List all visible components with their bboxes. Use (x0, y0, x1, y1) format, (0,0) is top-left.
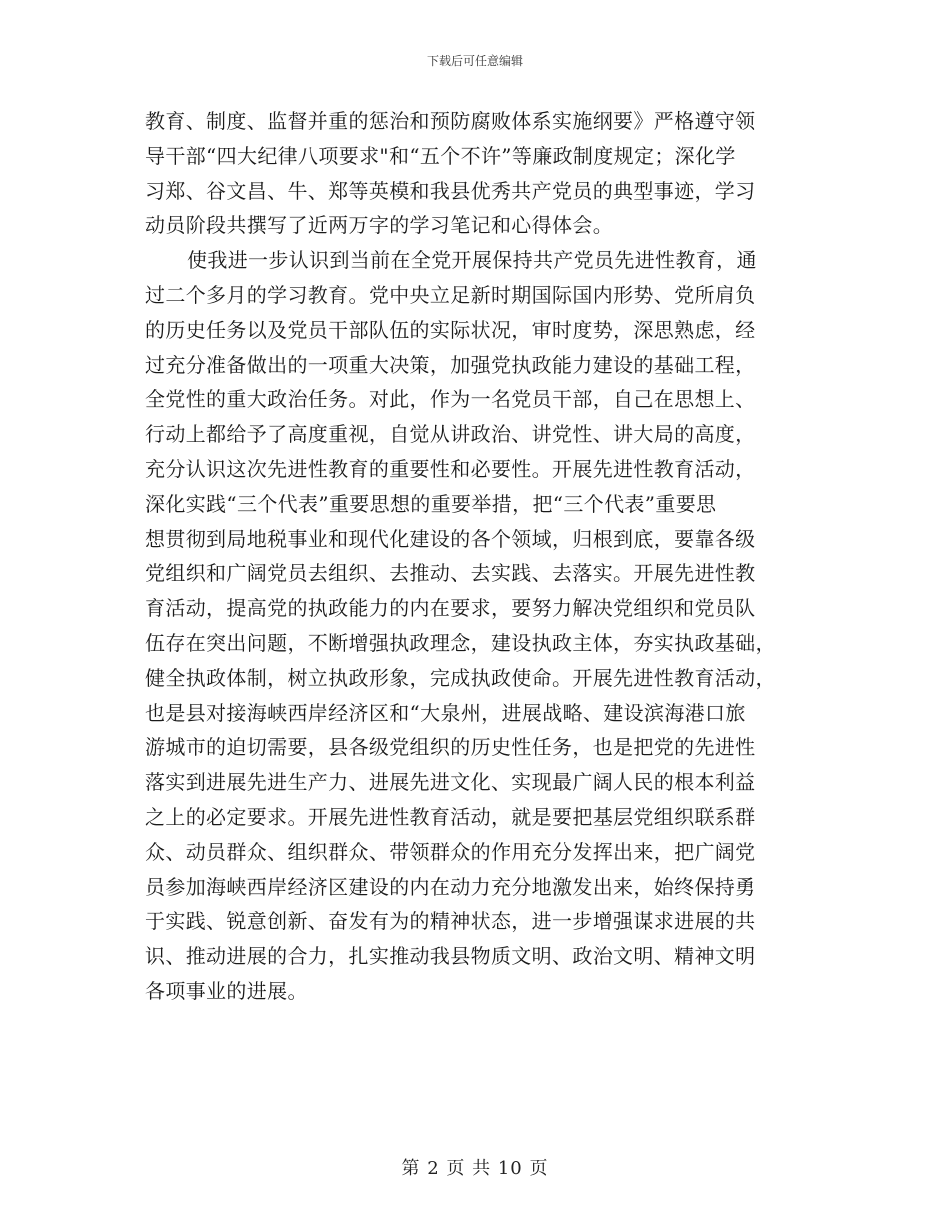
text-line: 识、推动进展的合力，扎实推动我县物质文明、政治文明、精神文明 (145, 944, 756, 969)
text-line: 动员阶段共撰写了近两万字的学习笔记和心得体会。 (145, 213, 614, 238)
text-line: 伍存在突出问题，不断增强执政理念，建设执政主体，夯实执政基础， (145, 630, 776, 655)
text-line: 员参加海峡西岸经济区建设的内在动力充分地激发出来，始终保持勇 (145, 874, 756, 899)
text-line: 之上的必定要求。开展先进性教育活动，就是要把基层党组织联系群 (145, 804, 756, 829)
page-number-footer: 第 2 页 共 10 页 (401, 1158, 549, 1179)
text-line: 于实践、锐意创新、奋发有为的精神状态，进一步增强谋求进展的共 (145, 909, 756, 934)
text-line: 众、动员群众、组织群众、带领群众的作用充分发挥出来，把广阔党 (145, 839, 756, 864)
text-line: 教育、制度、监督并重的惩治和预防腐败体系实施纲要》严格遵守领 (145, 109, 756, 133)
text-line: 过二个多月的学习教育。党中央立足新时期国际国内形势、党所肩负 (145, 282, 756, 307)
text-line: 各项事业的进展。 (145, 978, 308, 1003)
page-header-note: 下载后可任意编辑 (426, 54, 523, 68)
text-line: 全党性的重大政治任务。对此，作为一名党员干部，自己在思想上、 (145, 387, 756, 412)
text-line: 育活动，提高党的执政能力的内在要求，要努力解决党组织和党员队 (145, 596, 756, 621)
text-line: 导干部“四大纪律八项要求"和“五个不许”等廉政制度规定；深化学 (145, 143, 736, 168)
text-line: 游城市的迫切需要，县各级党组织的历史性任务，也是把党的先进性 (145, 735, 756, 760)
text-line: 习郑、谷文昌、牛、郑等英模和我县优秀共产党员的典型事迹，学习 (145, 178, 756, 203)
text-line: 行动上都给予了高度重视，自觉从讲政治、讲党性、讲大局的高度， (145, 422, 756, 447)
text-line: 充分认识这次先进性教育的重要性和必要性。开展先进性教育活动， (145, 456, 756, 481)
text-line: 落实到进展先进生产力、进展先进文化、实现最广阔人民的根本利益 (145, 770, 756, 795)
text-line: 过充分准备做出的一项重大决策，加强党执政能力建设的基础工程， (145, 352, 756, 377)
text-line: 深化实践“三个代表”重要思想的重要举措，把“三个代表”重要思 (145, 491, 717, 516)
text-line: 的历史任务以及党员干部队伍的实际状况，审时度势，深思熟虑，经 (145, 317, 756, 342)
text-line: 党组织和广阔党员去组织、去推动、去实践、去落实。开展先进性教 (145, 561, 756, 586)
document-body (145, 104, 805, 1009)
text-line: 也是县对接海峡西岸经济区和“大泉州，进展战略、建设滨海港口旅 (145, 700, 746, 725)
text-line: 健全执政体制，树立执政形象，完成执政使命。开展先进性教育活动， (145, 665, 776, 690)
text-line: 想贯彻到局地税事业和现代化建设的各个领域，归根到底，要靠各级 (145, 526, 756, 551)
paragraph-first-line: 使我进一步认识到当前在全党开展保持共产党员先进性教育，通 (187, 248, 757, 273)
